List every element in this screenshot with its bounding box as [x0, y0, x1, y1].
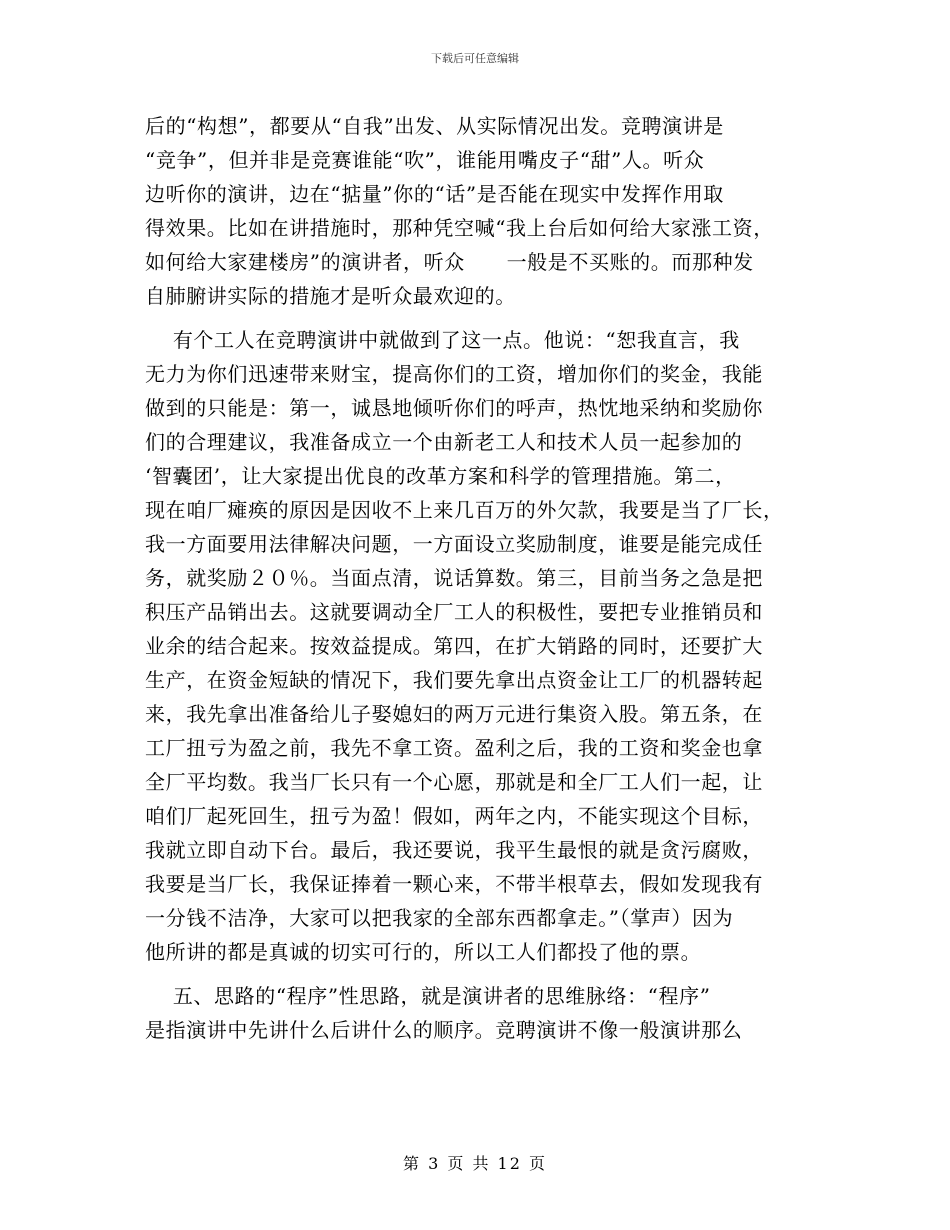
- text-line: 他所讲的都是真诚的切实可行的，所以工人们都投了他的票。: [145, 940, 702, 964]
- text-line: ‘智囊团’，让大家提出优良的改革方案和科学的管理措施。第二，: [145, 464, 736, 488]
- text-line: 们的合理建议，我准备成立一个由新老工人和技术人员一起参加的: [145, 430, 743, 454]
- paragraph: [145, 109, 805, 313]
- paragraph: [145, 323, 805, 969]
- text-line: 务，就奖励２０％。当面点清，说话算数。第三，目前当务之急是把: [145, 566, 763, 590]
- text-line: 有个工人在竞聘演讲中就做到了这一点。他说：“恕我直言，我: [145, 328, 740, 352]
- text-line: 五、思路的“程序”性思路，就是演讲者的思维脉络：“程序”: [145, 984, 711, 1008]
- paragraph: [145, 979, 805, 1047]
- text-line: 现在咱厂瘫痪的原因是因收不上来几百万的外欠款，我要是当了厂长，: [145, 498, 784, 522]
- text-line: 咱们厂起死回生，扭亏为盈！假如，两年之内，不能实现这个目标，: [145, 804, 763, 828]
- text-line: 工厂扭亏为盈之前，我先不拿工资。盈利之后，我的工资和奖金也拿: [145, 736, 763, 760]
- text-line: 做到的只能是：第一，诚恳地倾听你们的呼声，热忱地采纳和奖励你: [145, 396, 763, 420]
- text-line: “竞争”，但并非是竞赛谁能“吹”，谁能用嘴皮子“甜”人。听众: [145, 148, 705, 172]
- text-line: 自肺腑讲实际的措施才是听众最欢迎的。: [145, 284, 516, 308]
- text-line: 得效果。比如在讲措施时，那种凭空喊“我上台后如何给大家涨工资，: [145, 216, 774, 240]
- page-number-footer: 第 3 页 共 12 页: [403, 1154, 547, 1173]
- text-line: 是指演讲中先讲什么后讲什么的顺序。竞聘演讲不像一般演讲那么: [145, 1018, 743, 1042]
- text-line: 生产，在资金短缺的情况下，我们要先拿出点资金让工厂的机器转起: [145, 668, 763, 692]
- text-line: 边听你的演讲，边在“掂量”你的“话”是否能在现实中发挥作用取: [145, 182, 724, 206]
- paragraph-gap: [145, 969, 805, 979]
- text-line: 来，我先拿出准备给儿子娶媳妇的两万元进行集资入股。第五条，在: [145, 702, 763, 726]
- text-line: 后的“构想”，都要从“自我”出发、从实际情况出发。竞聘演讲是: [145, 114, 724, 138]
- text-line: 我就立即自动下台。最后，我还要说，我平生最恨的就是贪污腐败，: [145, 838, 763, 862]
- text-line: 无力为你们迅速带来财宝，提高你们的工资，增加你们的奖金，我能: [145, 362, 763, 386]
- text-line: 如何给大家建楼房”的演讲者，听众 一般是不买账的。而那种发: [145, 250, 754, 274]
- text-line: 全厂平均数。我当厂长只有一个心愿，那就是和全厂工人们一起，让: [145, 770, 763, 794]
- page-header: 下载后可任意编辑: [431, 52, 519, 65]
- text-line: 一分钱不洁净，大家可以把我家的全部东西都拿走。”（掌声）因为: [145, 906, 734, 930]
- text-line: 我一方面要用法律解决问题，一方面设立奖励制度，谁要是能完成任: [145, 532, 763, 556]
- paragraph-gap: [145, 313, 805, 323]
- text-line: 业余的结合起来。按效益提成。第四，在扩大销路的同时，还要扩大: [145, 634, 763, 658]
- text-line: 我要是当厂长，我保证捧着一颗心来，不带半根草去，假如发现我有: [145, 872, 763, 896]
- text-line: 积压产品销出去。这就要调动全厂工人的积极性，要把专业推销员和: [145, 600, 763, 624]
- document-body: [145, 109, 805, 1047]
